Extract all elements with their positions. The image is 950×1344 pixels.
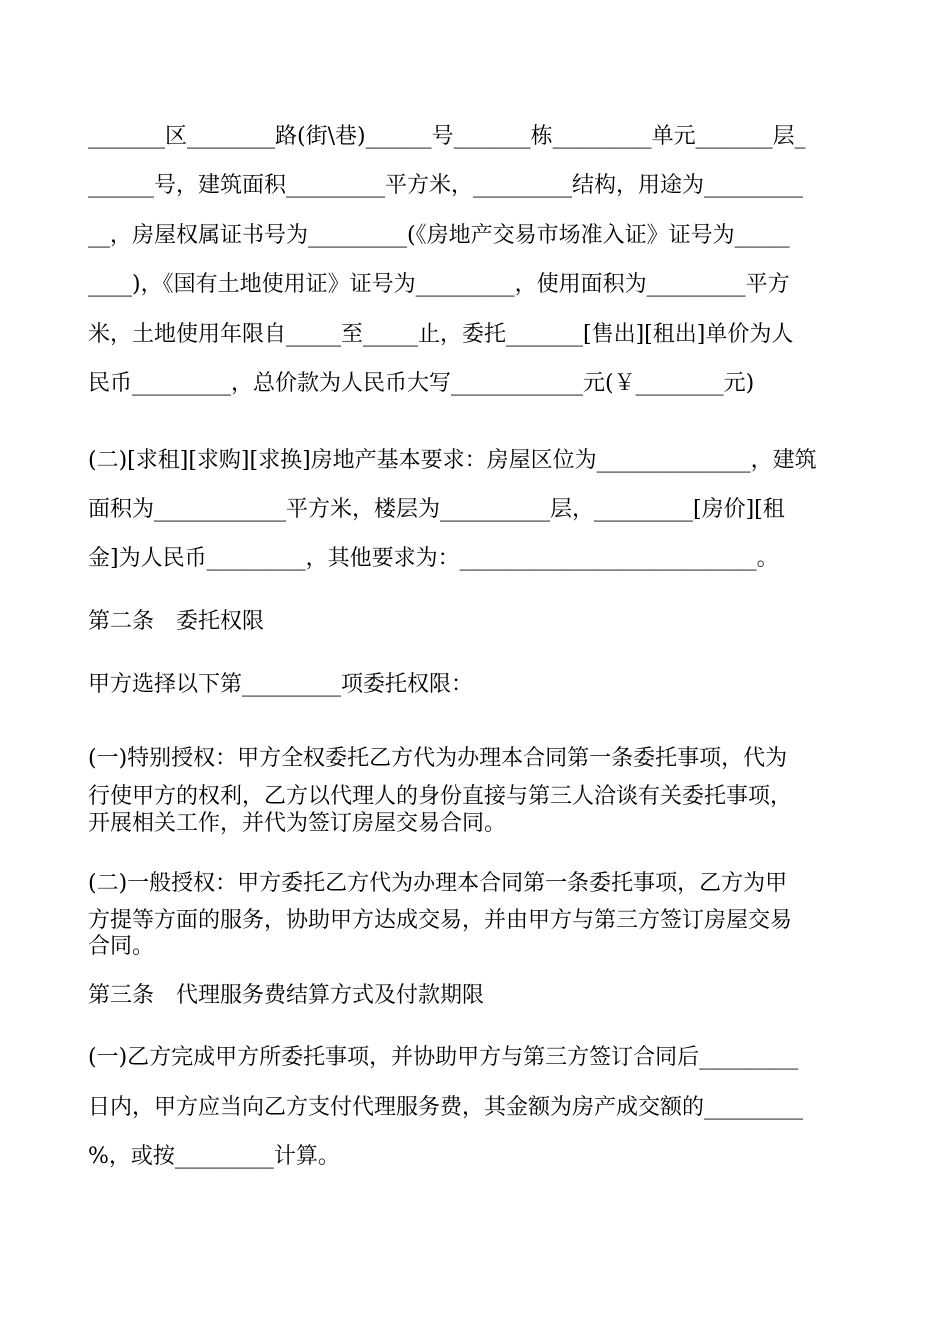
text-line: 方提等方面的服务，协助甲方达成交易，并由甲方与第三方签订房屋交易 xyxy=(88,908,793,933)
text-line: (一)特别授权：甲方全权委托乙方代为办理本合同第一条委托事项，代为 xyxy=(88,746,788,771)
text-line: __，房屋权属证书号为_________(《房地产交易市场准入证》证号为_____ xyxy=(88,223,790,248)
text-line: 甲方选择以下第_________项委托权限： xyxy=(88,672,474,697)
text-line: ____)，《国有土地使用证》证号为_________，使用面积为_________平方 xyxy=(88,272,790,297)
text-line: 开展相关工作，并代为签订房屋交易合同。 xyxy=(88,811,507,836)
text-line: 日内，甲方应当向乙方支付代理服务费，其金额为房产成交额的_________ xyxy=(88,1095,804,1120)
text-line: ______号，建筑面积_________平方米，_________结构，用途为_________ xyxy=(88,173,804,198)
text-line: (一)乙方完成甲方所委托事项，并协助甲方与第三方签订合同后_________ xyxy=(88,1045,799,1070)
section-heading: 第二条 委托权限 xyxy=(88,609,265,634)
text-line: 民币_________，总价款为人民币大写____________元(￥________元) xyxy=(88,371,755,396)
text-line: 金]为人民币_________，其他要求为：___________________________。 xyxy=(88,546,779,571)
text-line: (二)[求租][求购][求换]房地产基本要求：房屋区位为______________，建筑 xyxy=(88,448,817,473)
text-line: (二)一般授权：甲方委托乙方代为办理本合同第一条委托事项，乙方为甲 xyxy=(88,871,788,896)
text-line: 行使甲方的权利，乙方以代理人的身份直接与第三人洽谈有关委托事项， xyxy=(88,784,793,809)
text-line: 面积为____________平方米，楼层为__________层，_________[房价][租 xyxy=(88,497,785,522)
text-line: 合同。 xyxy=(88,934,155,959)
text-line: %，或按_________计算。 xyxy=(88,1144,340,1169)
text-line: 米，土地使用年限自_____至_____止，委托_______[售出][租出]单价为人 xyxy=(88,322,794,347)
section-heading: 第三条 代理服务费结算方式及付款期限 xyxy=(88,983,485,1008)
text-line: _______区________路(街\巷)______号_______栋_________单元_______层_ xyxy=(88,124,806,149)
